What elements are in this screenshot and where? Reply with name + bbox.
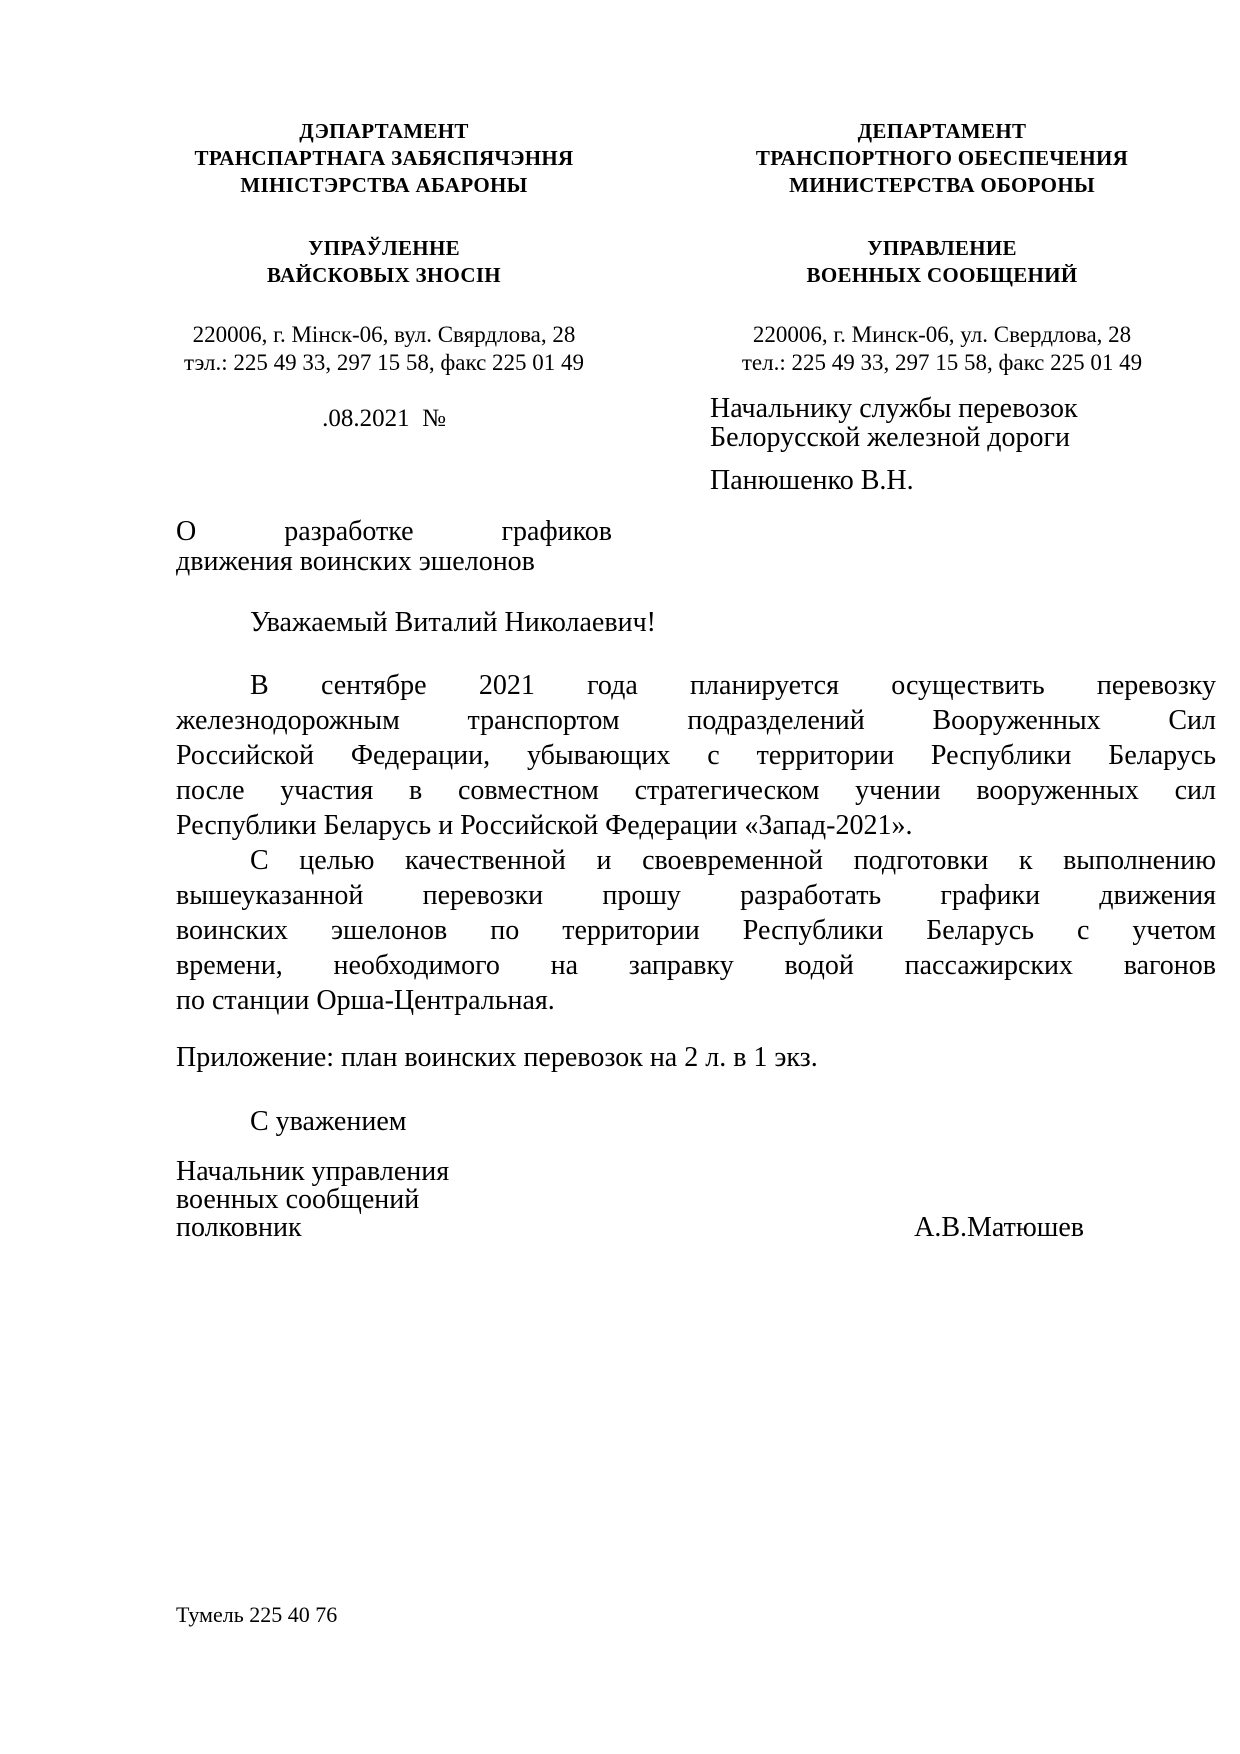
addressee-block bbox=[710, 394, 1170, 495]
body-line: по станции Орша-Центральная. bbox=[176, 985, 555, 1016]
salutation: Уважаемый Виталий Николаевич! bbox=[250, 607, 656, 638]
org-name-line: МИНИСТЕРСТВА ОБОРОНЫ bbox=[789, 173, 1095, 197]
signer-position-line: Начальник управления bbox=[176, 1156, 450, 1187]
letterhead-left-unit bbox=[158, 235, 610, 289]
executor-contact: Тумель 225 40 76 bbox=[176, 1602, 338, 1627]
letterhead-right-column bbox=[716, 118, 1168, 377]
body-line: воинских эшелонов по территории Республики Беларусь с учетом bbox=[176, 915, 1216, 946]
body-line: после участия в совместном стратегическом учении вооруженных сил bbox=[176, 775, 1216, 806]
closing-phrase: С уважением bbox=[250, 1106, 407, 1137]
org-name-line: ДЭПАРТАМЕНТ bbox=[299, 119, 469, 143]
letterhead-right-unit bbox=[716, 235, 1168, 289]
body-line: Российской Федерации, убывающих с территории Республики Беларусь bbox=[176, 740, 1216, 771]
address-line: 220006, г. Мінск-06, вул. Свярдлова, 28 bbox=[192, 322, 576, 347]
signer-rank-row bbox=[176, 1214, 1084, 1242]
org-name-line: ДЕПАРТАМЕНТ bbox=[857, 119, 1027, 143]
unit-name-line: УПРАВЛЕНИЕ bbox=[867, 236, 1017, 260]
addressee-name: Панюшенко В.Н. bbox=[710, 465, 914, 496]
body-line: В сентябре 2021 года планируется осуществить перевозку bbox=[250, 670, 1216, 701]
letterhead-left-address bbox=[158, 321, 610, 377]
subject-block bbox=[176, 517, 612, 577]
signature-block bbox=[176, 1158, 1084, 1242]
addressee-position-line: Начальнику службы перевозок bbox=[710, 393, 1078, 424]
unit-name-line: ВАЙСКОВЫХ ЗНОСІН bbox=[267, 263, 501, 287]
body-line: времени, необходимого на заправку водой пассажирских вагонов bbox=[176, 950, 1216, 981]
body-line: вышеуказанной перевозки прошу разработать графики движения bbox=[176, 880, 1216, 911]
address-line: тел.: 225 49 33, 297 15 58, факс 225 01 49 bbox=[741, 350, 1143, 375]
signer-name: А.В.Матюшев bbox=[914, 1212, 1084, 1243]
letterhead-right-address bbox=[716, 321, 1168, 377]
letterhead-right-org bbox=[716, 118, 1168, 199]
org-name-line: МІНІСТЭРСТВА АБАРОНЫ bbox=[240, 173, 528, 197]
letterhead-left-column bbox=[158, 118, 610, 433]
address-line: 220006, г. Минск-06, ул. Свердлова, 28 bbox=[752, 322, 1132, 347]
body-paragraph-2 bbox=[176, 843, 1216, 1018]
body-line: Республики Беларусь и Российской Федерации «Запад-2021». bbox=[176, 810, 913, 841]
subject-line: движения воинских эшелонов bbox=[176, 546, 535, 577]
org-name-line: ТРАНСПОРТНОГО ОБЕСПЕЧЕНИЯ bbox=[755, 146, 1129, 170]
address-line: тэл.: 225 49 33, 297 15 58, факс 225 01 49 bbox=[183, 350, 585, 375]
unit-name-line: УПРАЎЛЕННЕ bbox=[308, 236, 460, 260]
org-name-line: ТРАНСПАРТНАГА ЗАБЯСПЯЧЭННЯ bbox=[194, 146, 574, 170]
date-number-line: .08.2021 № bbox=[322, 405, 446, 432]
signer-rank: полковник bbox=[176, 1212, 302, 1243]
addressee-position-line: Белорусской железной дороги bbox=[710, 422, 1071, 453]
attachment-note: Приложение: план воинских перевозок на 2 л. в 1 экз. bbox=[176, 1042, 818, 1073]
body-paragraph-1 bbox=[176, 668, 1216, 843]
letterhead-left-org bbox=[158, 118, 610, 199]
body-line: С целью качественной и своевременной подготовки к выполнению bbox=[250, 845, 1216, 876]
unit-name-line: ВОЕННЫХ СООБЩЕНИЙ bbox=[806, 263, 1078, 287]
signer-position-line: военных сообщений bbox=[176, 1184, 420, 1215]
body-line: железнодорожным транспортом подразделений Вооруженных Сил bbox=[176, 705, 1216, 736]
subject-line: О разработке графиков bbox=[176, 516, 612, 547]
